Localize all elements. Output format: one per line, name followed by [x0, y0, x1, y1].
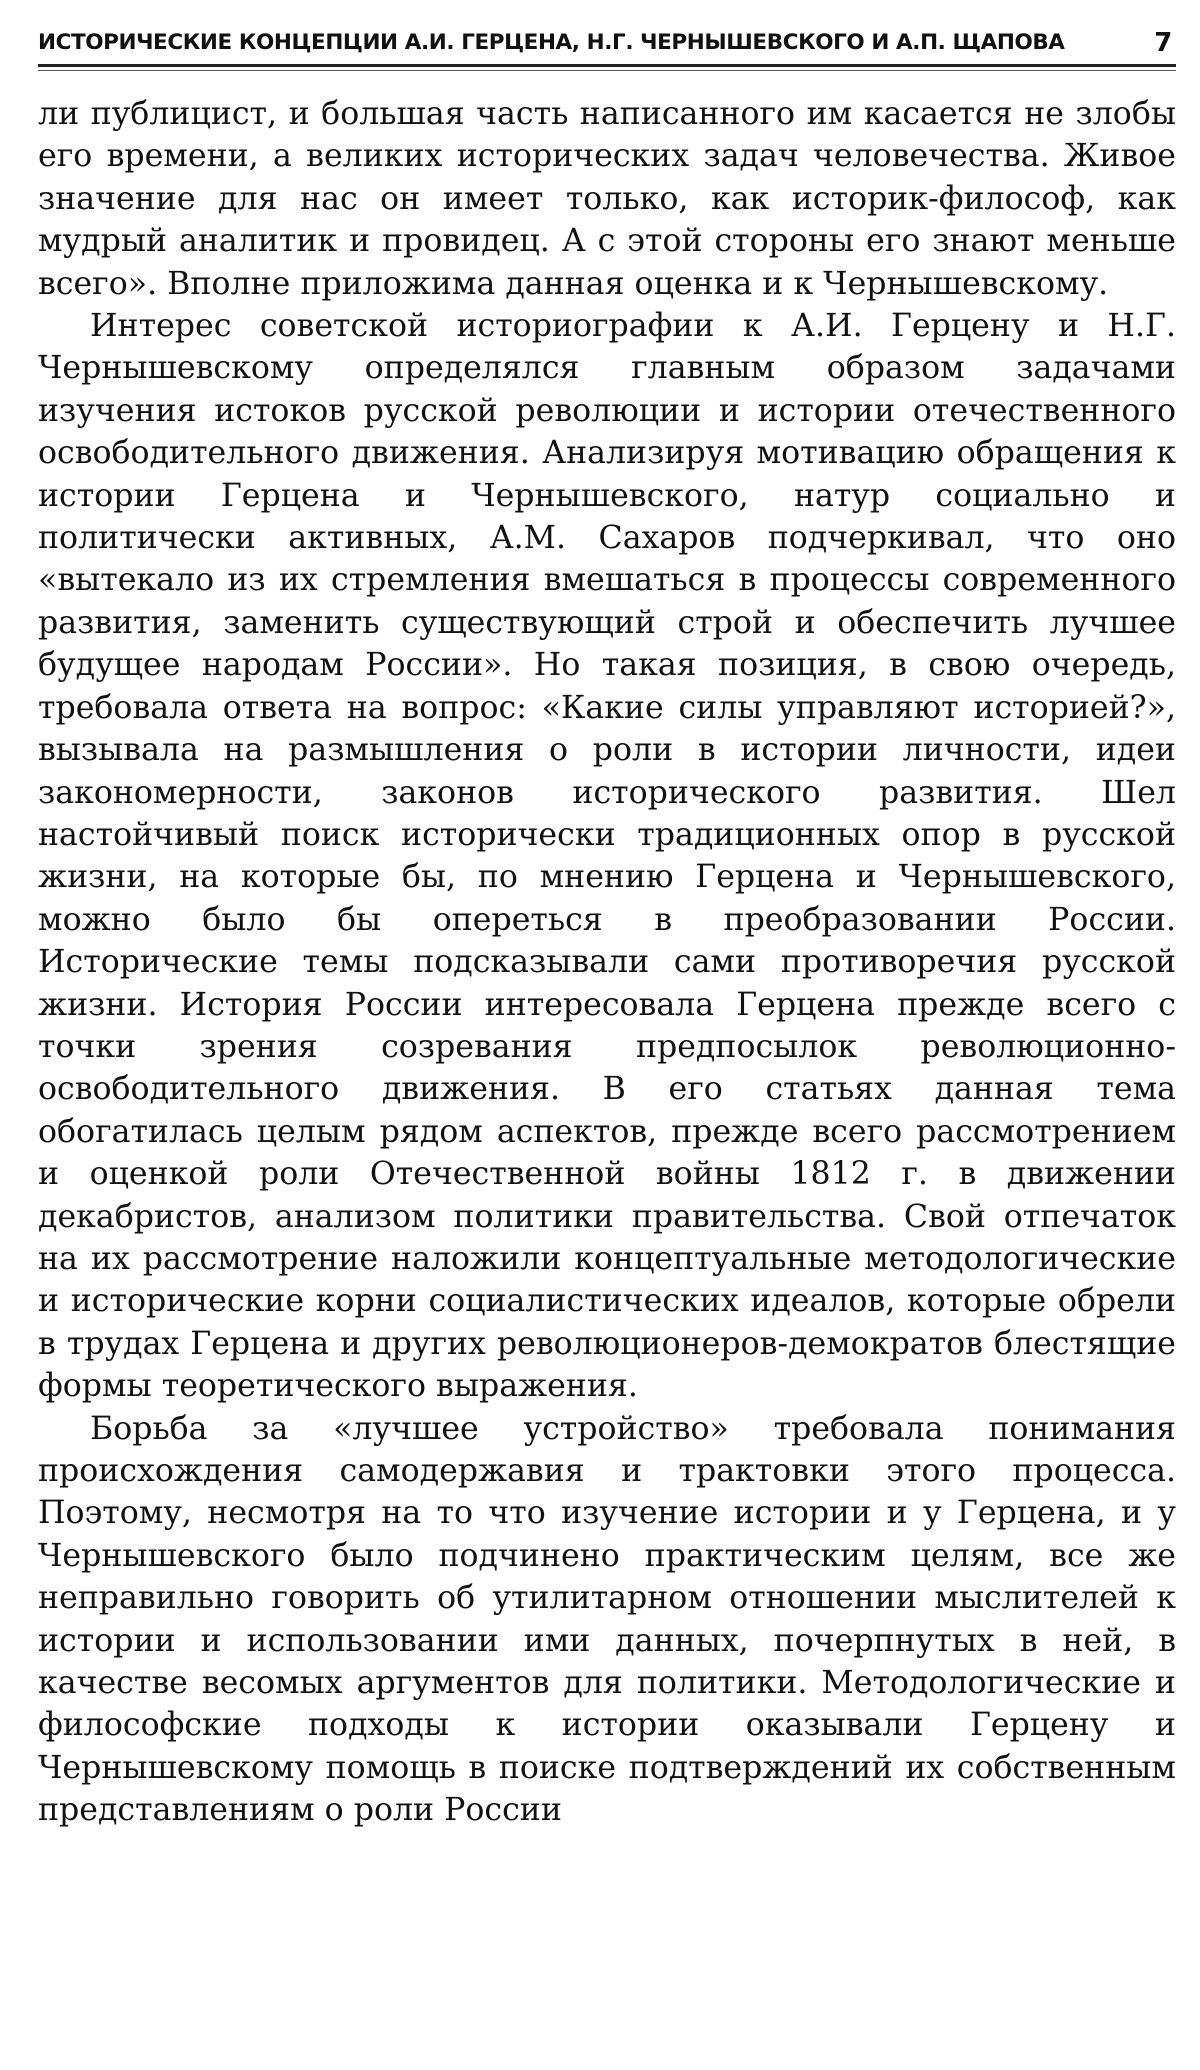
- running-head: [38, 28, 1176, 58]
- paragraph: Интерес советской историографии к А.И. Герцену и Н.Г. Чернышевскому определялся главным образом задачами изучения истоков русской революции и истории отечественного освободительного движения. Анализируя мотивацию обращения к истории Герцена и Чернышевского, натур социально и политически активных, А.М. Сахаров подчеркивал, что оно «вытекало из их стремления вмешаться в процессы современного развития, заменить существующий строй и обеспечить лучшее будущее народам России». Но такая позиция, в свою очередь, требовала ответа на вопрос: «Какие силы управляют историей?», вызывала на размышления о роли в истории личности, идеи закономерности, законов исторического развития. Шел настойчивый поиск исторически традиционных опор в русской жизни, на которые бы, по мнению Герцена и Чернышевского, можно было бы опереться в преобразовании России. Исторические темы подсказывали сами противоречия русской жизни. История России интересовала Герцена прежде всего с точки зрения созревания предпосылок революционно-освободительного движения. В его статьях данная тема обогатилась целым рядом аспектов, прежде всего рассмотрением и оценкой роли Отечественной войны 1812 г. в движении декабристов, анализом политики правительства. Свой отпечаток на их рассмотрение наложили концептуальные методологические и исторические корни социалистических идеалов, которые обрели в трудах Герцена и других революционеров-демократов блестящие формы теоретического выражения.: [38, 308, 1176, 1405]
- header-rule-thin: [38, 70, 1176, 71]
- paragraph: Борьба за «лучшее устройство» требовала понимания происхождения самодержавия и трактовки этого процесса. Поэтому, несмотря на то что изучение истории и у Герцена, и у Чернышевского было подчинено практическим целям, все же неправильно говорить об утилитарном отношении мыслителей к истории и использовании ими данных, почерпнутых в ней, в качестве весомых аргументов для политики. Методологические и философские подходы к истории оказывали Герцену и Чернышевскому помощь в поиске подтверждений их собственным представлениям о роли России: [38, 1410, 1176, 1829]
- page-number: 7: [1154, 28, 1172, 58]
- running-title: ИСТОРИЧЕСКИЕ КОНЦЕПЦИИ А.И. ГЕРЦЕНА, Н.Г. ЧЕРНЫШЕВСКОГО И А.П. ЩАПОВА: [38, 30, 1065, 55]
- paragraph-continued: ли публицист, и большая часть написанного им касается не злобы его времени, а великих исторических задач человечества. Живое значение для нас он имеет только, как историк-философ, как мудрый аналитик и провидец. А с этой стороны его знают меньше всего». Вполне приложима данная оценка и к Чернышевскому.: [38, 96, 1176, 302]
- header-rule-thick: [38, 64, 1176, 67]
- body-text: [38, 93, 1176, 1832]
